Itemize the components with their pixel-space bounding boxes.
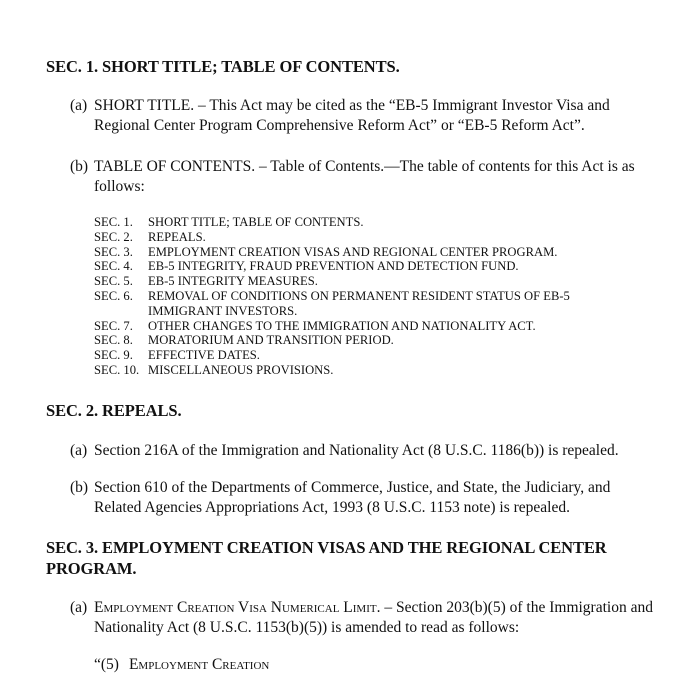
subsection-label: “(5) <box>94 656 119 673</box>
table-of-contents <box>94 215 654 378</box>
paragraph-text <box>94 598 659 638</box>
toc-entry <box>94 230 654 245</box>
toc-title: EFFECTIVE DATES. <box>148 348 260 363</box>
toc-title: REMOVAL OF CONDITIONS ON PERMANENT RESIDENT STATUS OF EB-5 IMMIGRANT INVESTORS. <box>148 288 570 318</box>
toc-title: MORATORIUM AND TRANSITION PERIOD. <box>148 333 394 348</box>
toc-entry <box>94 289 654 319</box>
toc-entry <box>94 215 654 230</box>
section-2-paragraph-b <box>70 478 670 518</box>
section-3-heading: SEC. 3. EMPLOYMENT CREATION VISAS AND THE REGIONAL CENTER PROGRAM. <box>46 538 607 578</box>
toc-number: SEC. 6. <box>94 288 133 303</box>
toc-number: SEC. 4. <box>94 259 133 274</box>
paragraph-text: Section 216A of the Immigration and Nationality Act (8 U.S.C. 1186(b)) is repealed. <box>94 442 619 459</box>
paragraph-text: Section 610 of the Departments of Commerce, Justice, and State, the Judiciary, and Related Agencies Appropriations Act, 1993 (8 U.S.C. 1153 note) is repealed. <box>94 479 611 516</box>
toc-entry <box>94 259 654 274</box>
paragraph-label: (a) <box>70 599 88 616</box>
toc-entry <box>94 319 654 334</box>
toc-title: OTHER CHANGES TO THE IMMIGRATION AND NATIONALITY ACT. <box>148 318 536 333</box>
paragraph-caption: Employment Creation Visa Numerical Limit. <box>94 599 381 616</box>
section-1-paragraph-b <box>70 157 670 197</box>
toc-entry <box>94 333 654 348</box>
toc-entry <box>94 245 654 260</box>
paragraph-label: (b) <box>70 479 89 496</box>
paragraph-label: (b) <box>70 158 89 175</box>
paragraph-label: (a) <box>70 442 88 459</box>
toc-number: SEC. 9. <box>94 348 133 363</box>
paragraph-text: TABLE OF CONTENTS. – Table of Contents.—The table of contents for this Act is as follows: <box>94 158 635 195</box>
toc-title: MISCELLANEOUS PROVISIONS. <box>148 362 334 377</box>
toc-title: EMPLOYMENT CREATION VISAS AND REGIONAL CENTER PROGRAM. <box>148 244 558 259</box>
toc-number: SEC. 10. <box>94 362 140 377</box>
toc-title: REPEALS. <box>148 229 206 244</box>
section-1-heading: SEC. 1. SHORT TITLE; TABLE OF CONTENTS. <box>46 57 400 76</box>
toc-title: EB-5 INTEGRITY MEASURES. <box>148 274 318 289</box>
toc-title: EB-5 INTEGRITY, FRAUD PREVENTION AND DETECTION FUND. <box>148 259 519 274</box>
paragraph-body: – Section 203(b)(5) of the Immigration and Nationality Act (8 U.S.C. 1153(b)(5)) is amended to read as follows: <box>94 599 653 636</box>
toc-number: SEC. 1. <box>94 215 133 229</box>
paragraph-text: SHORT TITLE. – This Act may be cited as the “EB-5 Immigrant Investor Visa and Regional Center Program Comprehensive Reform Act” or “EB-5 Reform Act”. <box>94 97 610 134</box>
section-2-heading: SEC. 2. REPEALS. <box>46 401 182 420</box>
paragraph-label: (a) <box>70 97 88 114</box>
section-1-paragraph-a <box>70 96 670 136</box>
toc-title: SHORT TITLE; TABLE OF CONTENTS. <box>148 215 364 229</box>
toc-number: SEC. 3. <box>94 244 133 259</box>
toc-number: SEC. 5. <box>94 274 133 289</box>
toc-entry <box>94 274 654 289</box>
toc-number: SEC. 8. <box>94 333 133 348</box>
toc-number: SEC. 2. <box>94 229 133 244</box>
subsection-title: Employment Creation <box>128 656 270 673</box>
toc-number: SEC. 7. <box>94 318 133 333</box>
section-3-paragraph-a <box>70 598 670 638</box>
section-2-paragraph-a <box>70 441 670 461</box>
toc-entry <box>94 363 654 378</box>
amended-subsection-heading <box>94 655 269 675</box>
toc-entry <box>94 348 654 363</box>
